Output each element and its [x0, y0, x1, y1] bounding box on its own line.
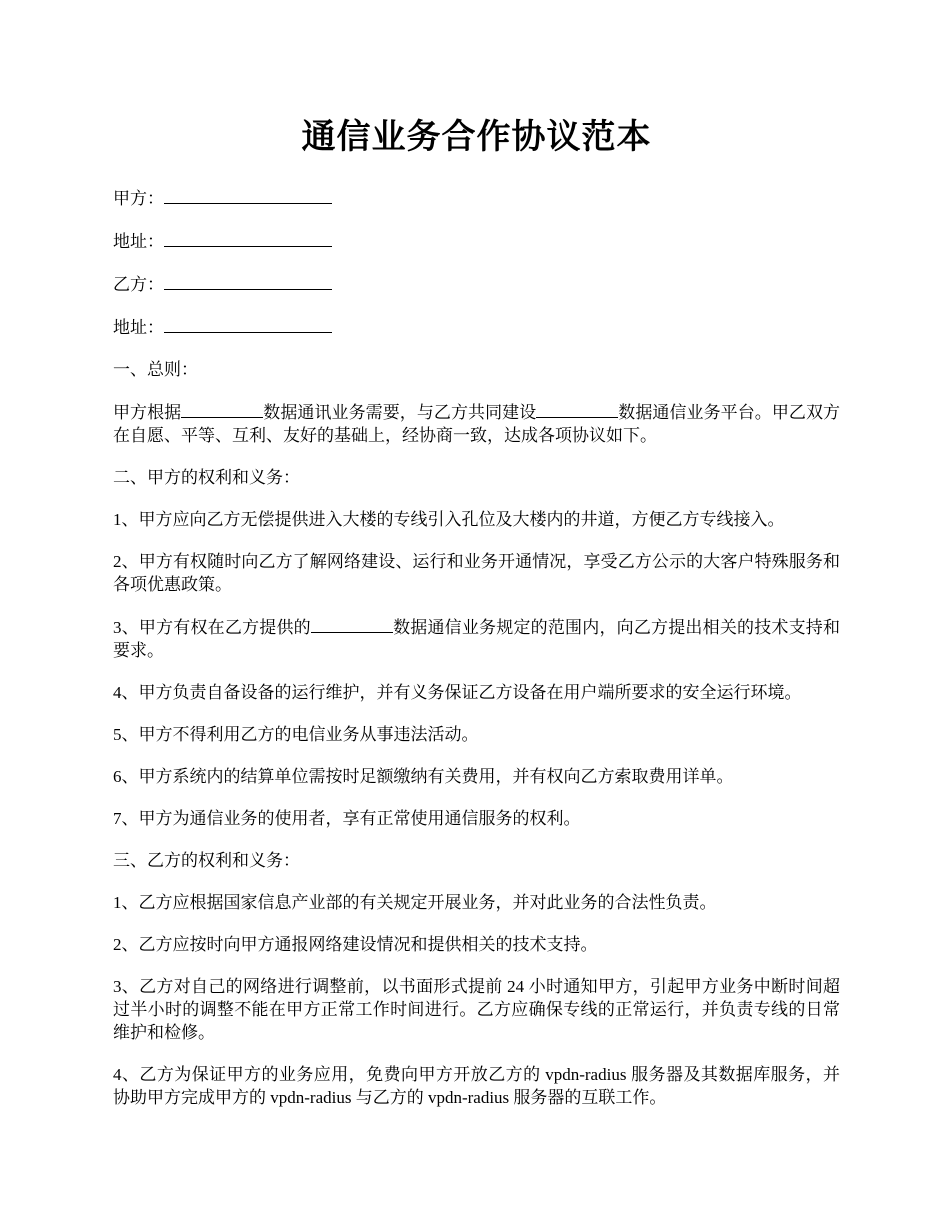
party-a-address-line — [113, 229, 840, 253]
party-b-blank — [164, 272, 332, 290]
s2-item-1: 1、甲方应向乙方无偿提供进入大楼的专线引入孔位及大楼内的井道，方便乙方专线接入。 — [113, 510, 785, 529]
party-a-label: 甲方： — [113, 189, 164, 208]
s2-item-5: 5、甲方不得利用乙方的电信业务从事违法活动。 — [113, 725, 479, 744]
s2-item-3-text-b: 数据通信业务规定的范围内，向乙方提出相关的技术支持和要求。 — [113, 618, 841, 660]
s2-item-4: 4、甲方负责自备设备的运行维护，并有义务保证乙方设备在用户端所要求的安全运行环境。 — [113, 683, 802, 702]
section-3-heading: 三、乙方的权利和义务： — [113, 851, 300, 870]
s3-item-3: 3、乙方对自己的网络进行调整前，以书面形式提前 24 小时通知甲方，引起甲方业务中断时间超过半小时的调整不能在甲方正常工作时间进行。乙方应确保专线的正常运行，并负责专线的日常维护和检修。 — [113, 977, 840, 1042]
s1-text-b: 数据通讯业务需要，与乙方共同建设 — [263, 403, 537, 422]
s3-item-1: 1、乙方应根据国家信息产业部的有关规定开展业务，并对此业务的合法性负责。 — [113, 893, 717, 912]
s3-item-4: 4、乙方为保证甲方的业务应用，免费向甲方开放乙方的 vpdn-radius 服务器及其数据库服务，并协助甲方完成甲方的 vpdn-radius 与乙方的 vpdn-radius 服务器的互联工作。 — [113, 1065, 840, 1107]
s2-item-6: 6、甲方系统内的结算单位需按时足额缴纳有关费用，并有权向乙方索取费用详单。 — [113, 767, 734, 786]
party-a-address-blank — [164, 229, 332, 247]
party-b-line — [113, 272, 840, 296]
party-a-blank — [164, 186, 332, 204]
section-1-heading: 一、总则： — [113, 360, 198, 379]
s1-blank-1 — [181, 400, 263, 418]
section-1-paragraph — [113, 400, 840, 447]
party-b-address-line — [113, 315, 840, 339]
s2-item-2: 2、甲方有权随时向乙方了解网络建设、运行和业务开通情况，享受乙方公示的大客户特殊服务和各项优惠政策。 — [113, 552, 840, 594]
s2-item-3 — [113, 615, 840, 662]
s2-item-3-text-a: 3、甲方有权在乙方提供的 — [113, 618, 311, 637]
party-a-address-label: 地址： — [113, 232, 164, 251]
s2-item-7: 7、甲方为通信业务的使用者，享有正常使用通信服务的权利。 — [113, 809, 581, 828]
party-b-address-label: 地址： — [113, 318, 164, 337]
document-title: 通信业务合作协议范本 — [301, 119, 652, 156]
party-a-line — [113, 186, 840, 210]
party-b-label: 乙方： — [113, 275, 164, 294]
party-b-address-blank — [164, 315, 332, 333]
s1-text-c: 数据通信业务平台。甲乙双方在自愿、平等、互利、友好的基础上，经协商一致，达成各项协议如下。 — [113, 403, 841, 445]
s2-item-3-blank — [311, 615, 393, 633]
s1-text-a: 甲方根据 — [113, 403, 182, 422]
section-2-heading: 二、甲方的权利和义务： — [113, 468, 300, 487]
s1-blank-2 — [536, 400, 618, 418]
s3-item-2: 2、乙方应按时向甲方通报网络建设情况和提供相关的技术支持。 — [113, 935, 598, 954]
